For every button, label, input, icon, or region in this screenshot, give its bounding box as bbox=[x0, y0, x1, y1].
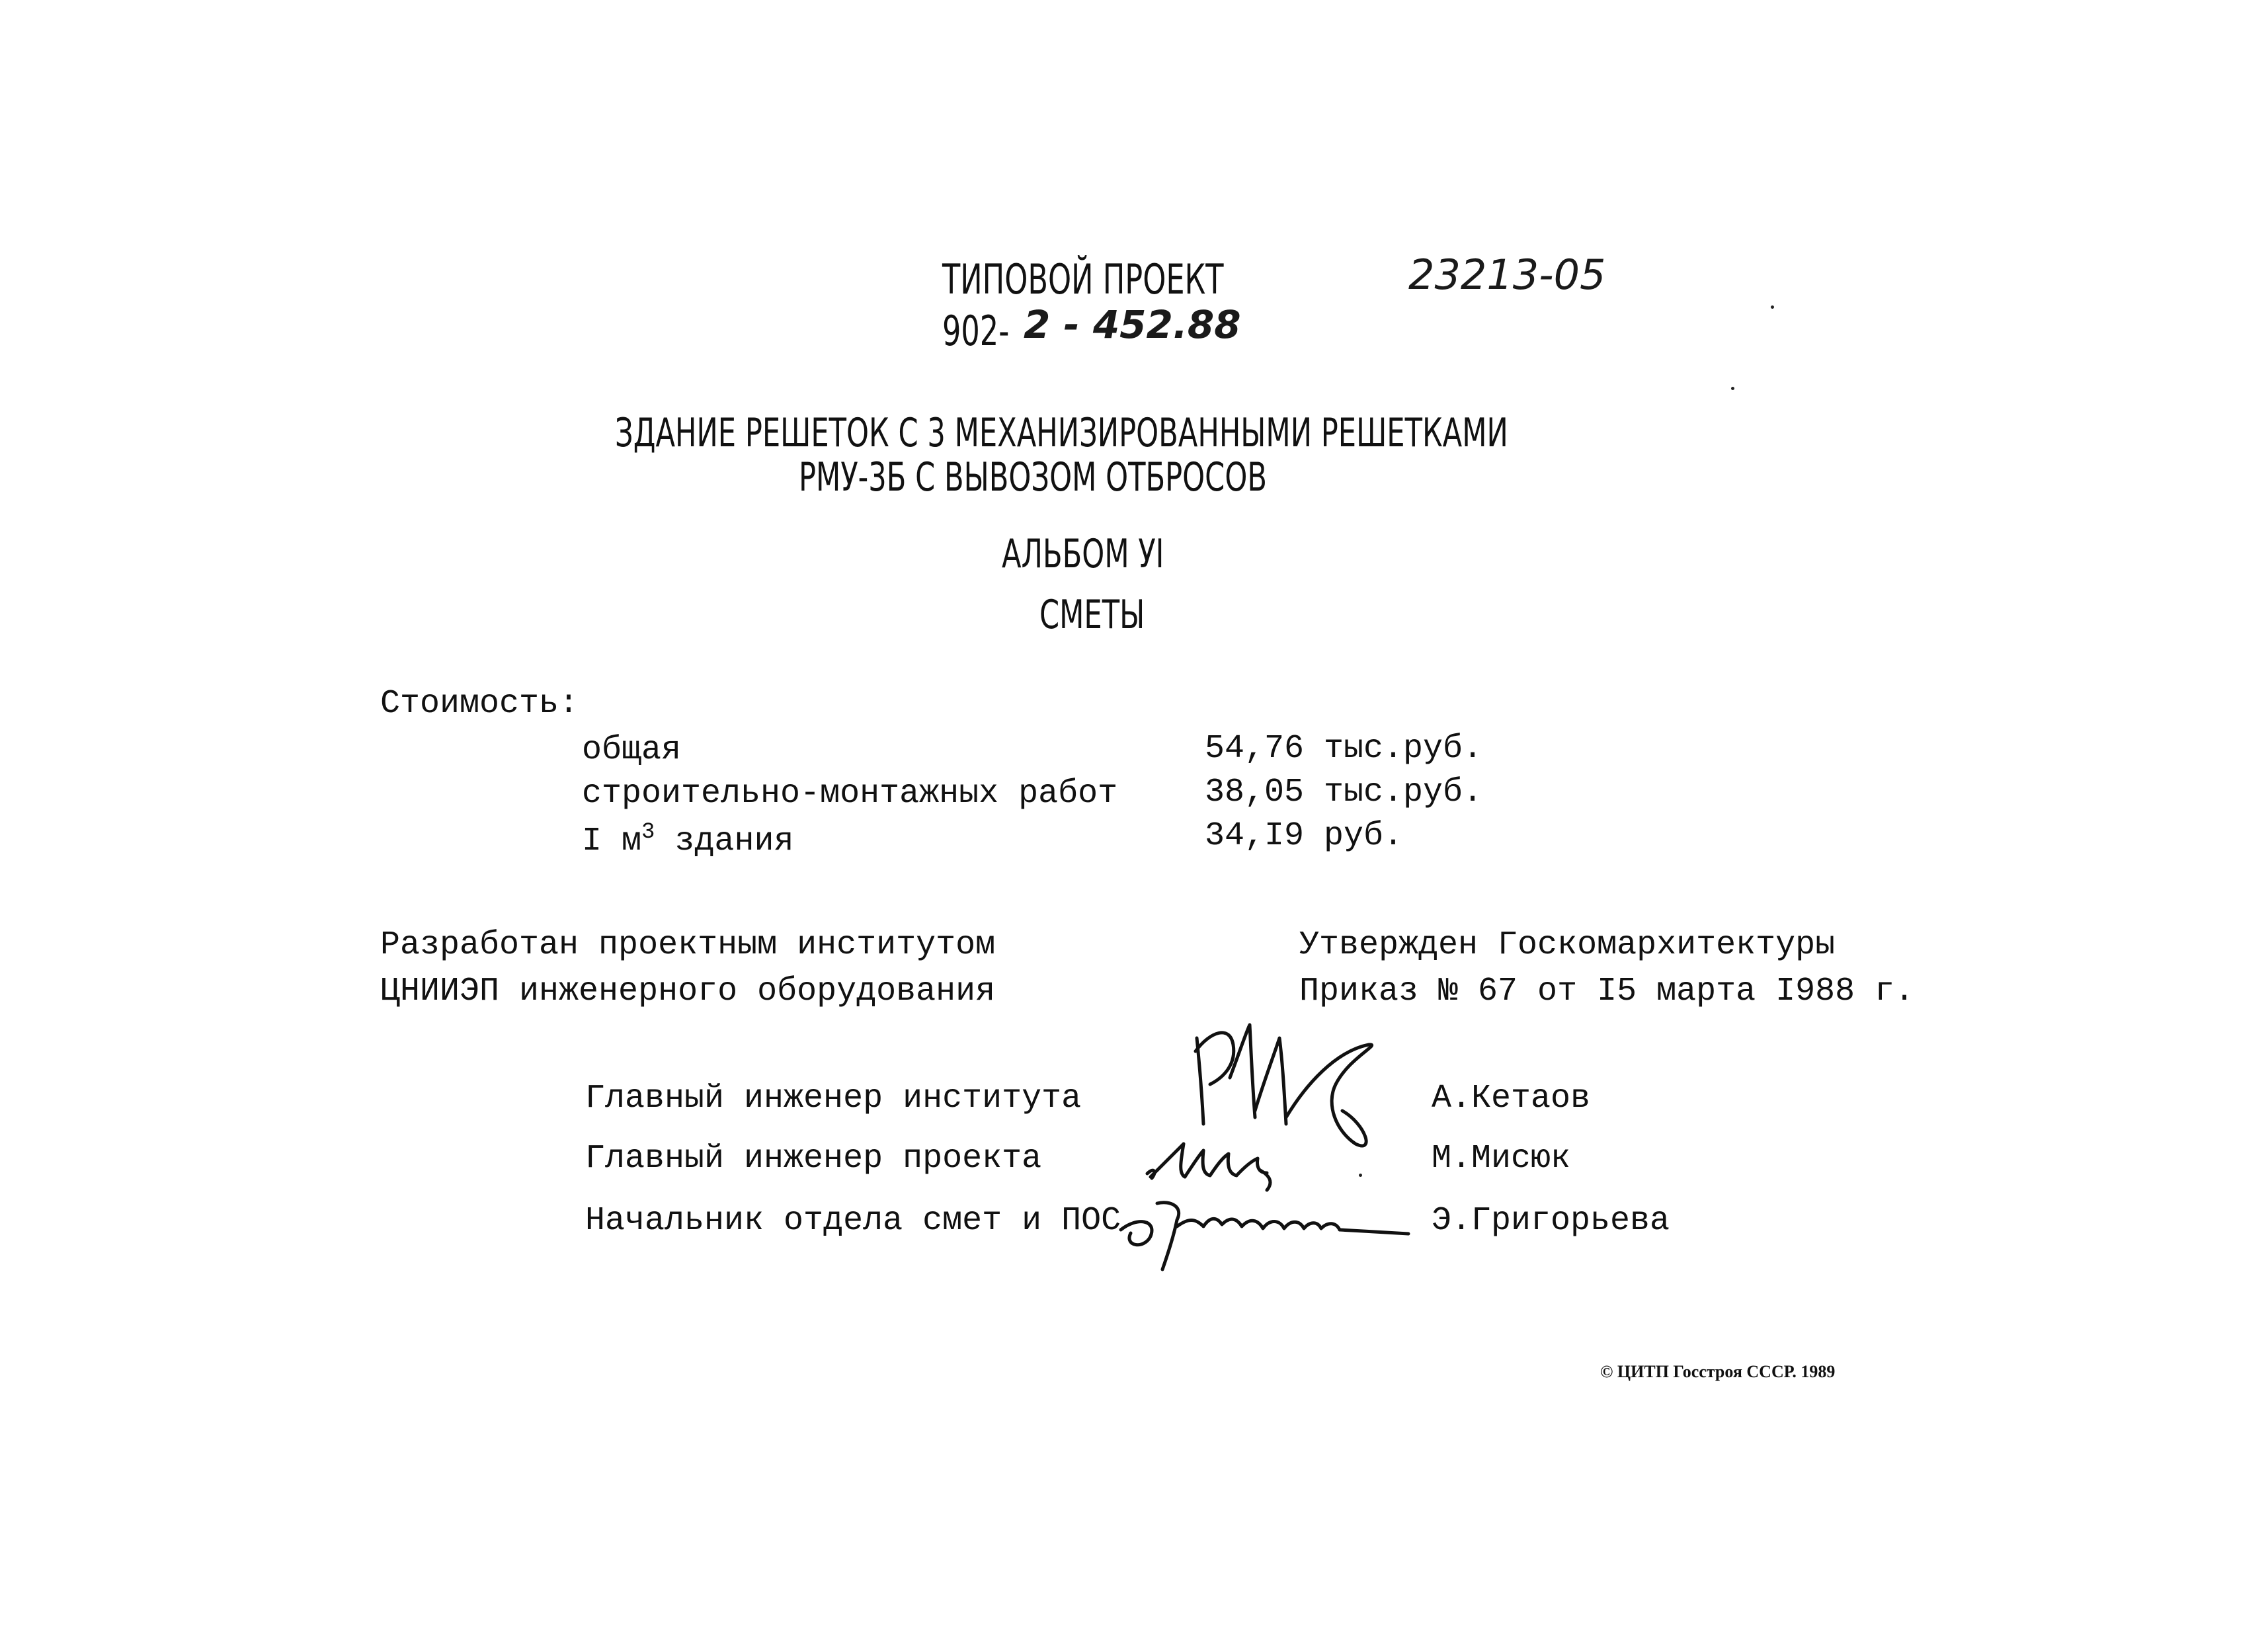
cost-value-per-m3: 34,I9 руб. bbox=[1205, 817, 1404, 855]
cost-heading: Стоимость: bbox=[380, 685, 579, 723]
cost-value-construction: 38,05 тыс.руб. bbox=[1205, 774, 1483, 811]
signatory-position-head-estimates: Начальник отдела смет и ПОС bbox=[585, 1202, 1121, 1240]
signatory-name-grigorieva: Э.Григорьева bbox=[1432, 1202, 1670, 1240]
cost-label-total: общая bbox=[582, 731, 682, 769]
project-label: ТИПОВОЙ ПРОЕКТ bbox=[942, 255, 1224, 303]
project-number-printed: 902- bbox=[942, 307, 1010, 355]
signatory-position-chief-engineer-institute: Главный инженер института bbox=[585, 1080, 1082, 1117]
copyright: © ЦИТП Госстроя СССР. 1989 bbox=[1600, 1362, 1836, 1381]
speck bbox=[1359, 1174, 1362, 1177]
project-number-handwritten: 2 - 452.88 bbox=[1024, 302, 1241, 347]
approval-line-1: Утвержден Госкомархитектуры bbox=[1299, 926, 1836, 964]
title-line-1: ЗДАНИЕ РЕШЕТОК С 3 МЕХАНИЗИРОВАННЫМИ РЕШЕТКАМИ bbox=[615, 410, 1508, 456]
inventory-number: 23213-05 bbox=[1408, 251, 1606, 299]
signatory-position-chief-engineer-project: Главный инженер проекта bbox=[585, 1140, 1042, 1178]
signature-misyuk bbox=[1137, 1124, 1309, 1197]
speck bbox=[1731, 387, 1734, 390]
signatory-name-ketaov: А.Кетаов bbox=[1432, 1080, 1591, 1117]
speck bbox=[1771, 305, 1774, 309]
cost-value-total: 54,76 тыс.руб. bbox=[1205, 730, 1483, 768]
album-label: АЛЬБОМ УI bbox=[1002, 531, 1164, 577]
approval-line-2: Приказ № 67 от I5 марта I988 г. bbox=[1299, 973, 1915, 1010]
developer-line-2: ЦНИИЭП инженерного оборудования bbox=[380, 973, 996, 1010]
signatory-name-misyuk: М.Мисюк bbox=[1432, 1140, 1571, 1178]
signature-grigorieva bbox=[1111, 1190, 1415, 1276]
developer-line-1: Разработан проектным институтом bbox=[380, 926, 996, 964]
cost-label-per-m3: I $м^3$ здания bbox=[582, 820, 794, 860]
cost-label-construction: строительно-монтажных работ bbox=[582, 775, 1118, 813]
title-line-2: РМУ-3Б С ВЫВОЗОМ ОТБРОСОВ bbox=[799, 454, 1267, 501]
section-label: СМЕТЫ bbox=[1039, 592, 1145, 638]
